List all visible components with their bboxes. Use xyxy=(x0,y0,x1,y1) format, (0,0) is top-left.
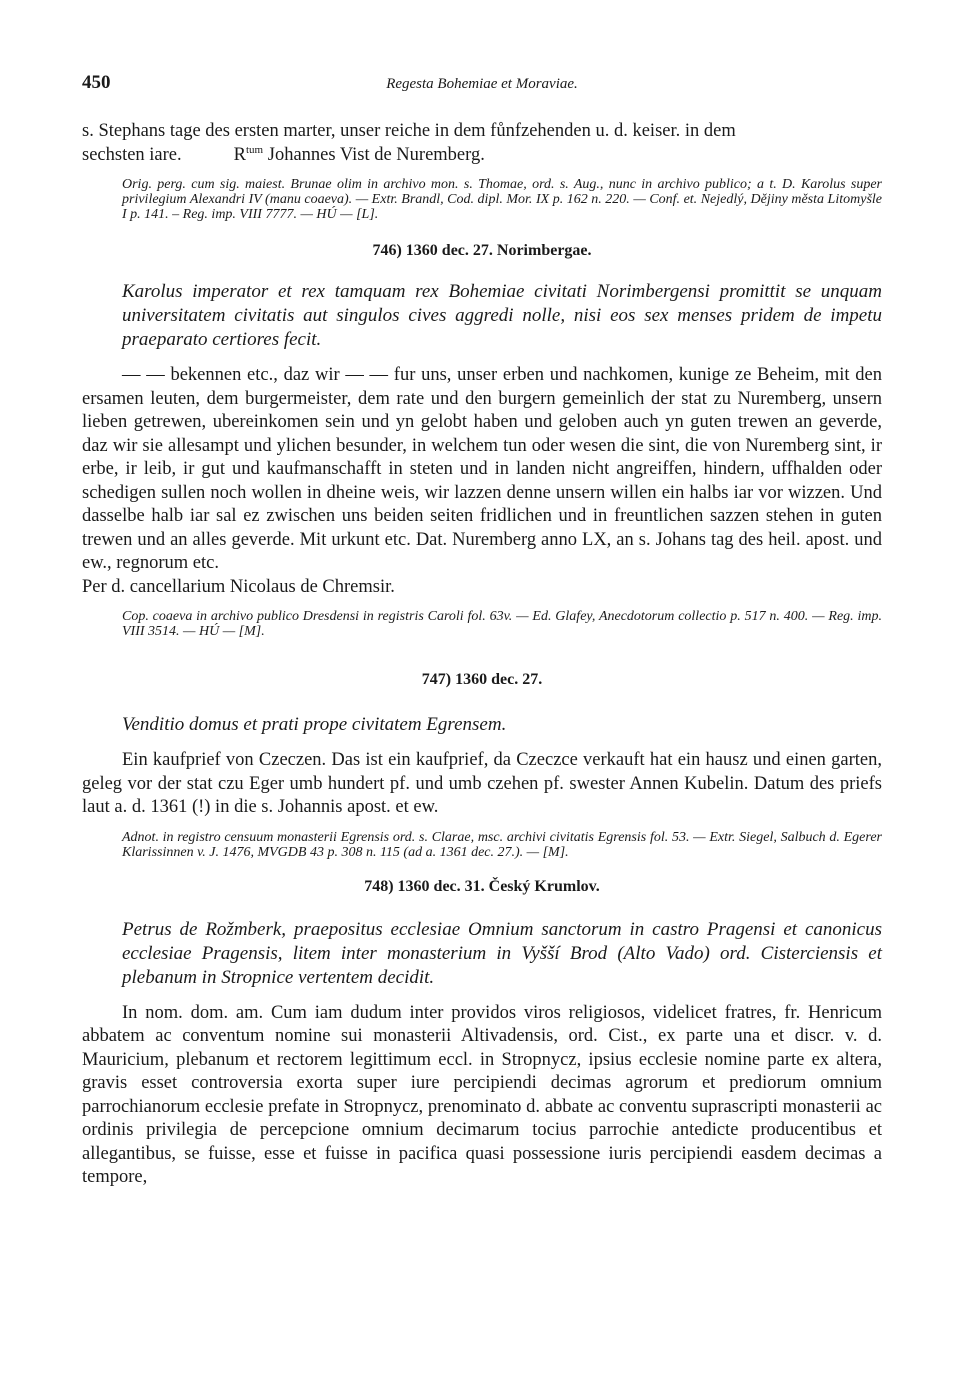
recognitor-initial: R xyxy=(233,144,246,165)
entry-746-text: — — bekennen etc., daz wir — — fur uns, unser erben und nachkomen, kunige ze Beheim, mit den ersamen leuten, dem burgermeister, dem rate und den burgern gemeinlich der stat zu Nuremberg, unsern lieben getrewen, ubereinkomen sein und yn gelobt haben und geloben auch yn guten trewen an geverde, daz wir sie allesampt und ylichen besunder, in welchem tun oder wesen die sint, die von Nuremberg sint, ir erbe, ir leib, ir gut und kaufmanschafft in steten und in landen nicht angreiffen, hindern, uffhalden oder schedigen sullen noch wollen in dheine weis, wir lazzen denne unsern willen ein halbs iar vor wizzen. Und dasselbe halb iar sal ez zwischen uns beiden seiten fridlichen und in freuntlichen sazzen stehen in guten trewen und an alles geverde. Mit urkunt etc. Dat. Nuremberg anno LX, an s. Johans tag des heil. apost. und ew., regnorum etc. xyxy=(82,365,882,573)
source-note-745: Orig. perg. cum sig. maiest. Brunae olim in archivo mon. s. Thomae, ord. s. Aug., nunc in archivo publico; a t. D. Karolus super privilegium Alexandri IV (manu coaeva). — Extr. Brandl, Cod. dipl. Mor. IX p. 162 n. 220. — Conf. et. Nejedlý, Dějiny města Litomyšle I p. 141. – Reg. imp. VIII 7777. — HÚ — [L]. xyxy=(122,177,882,222)
entry-747-summary: Venditio domus et prati prope civitatem Egrensem. xyxy=(122,714,507,735)
entry-748-heading: 748) 1360 dec. 31. Český Krumlov. xyxy=(364,877,600,895)
closing-date: sechsten iare. xyxy=(82,144,182,165)
recognitor-superscript: tum xyxy=(246,143,264,156)
document-page xyxy=(82,72,882,1190)
continued-text-line1: s. Stephans tage des ersten marter, unser reiche in dem fůnfzehenden u. d. keiser. in dem xyxy=(82,121,736,141)
entry-746-heading: 746) 1360 dec. 27. Norimbergae. xyxy=(372,242,592,259)
entry-746-summary: Karolus imperator et rex tamquam rex Bohemiae civitati Norimbergensi promittit se unquam universitatem civitatis aut singulos cives aggredi nolle, nisi eos sex menses pridem de impetu praeparato certiores fecit. xyxy=(122,281,882,350)
page-header xyxy=(82,72,882,102)
entry-747-text: Ein kaufprief von Czeczen. Das ist ein kaufprief, da Czeczce verkauft hat ein hausz und einen garten, geleg vor der stat czu Eger umb hundert pf. und umb czehen pf. swester Annen Kubelin. Datum des priefs laut a. d. 1361 (!) in die s. Johannis apost. et ew. xyxy=(82,750,882,817)
source-note-746: Cop. coaeva in archivo publico Dresdensi in registris Caroli fol. 63v. — Ed. Glafey, Anecdotorum collectio p. 517 n. 400. — Reg. imp. VIII 3514. — HÚ — [M]. xyxy=(122,609,882,639)
page-number: 450 xyxy=(82,72,111,93)
recognitor-name: Johannes Vist de Nuremberg. xyxy=(267,144,485,165)
entry-748-summary: Petrus de Rožmberk, praepositus ecclesiae Omnium sanctorum in castro Pragensi et canonicus ecclesiae Pragensis, litem inter monasterium in Vyšší Brod (Alto Vado) ord. Cisterciensis et plebanum in Stropnice vertentem decidit. xyxy=(122,918,882,988)
source-note-747: Adnot. in registro censuum monasterii Egrensis ord. s. Clarae, msc. archivi civitatis Egrensis fol. 53. — Extr. Siegel, Salbuch d. Egerer Klarissinnen v. J. 1476, MVGDB 43 p. 308 n. 115 (ad a. 1361 dec. 27.). — [M]. xyxy=(122,829,882,860)
running-title: Regesta Bohemiae et Moraviae. xyxy=(386,76,578,92)
continued-text-line2 xyxy=(82,144,882,168)
entry-747-heading: 747) 1360 dec. 27. xyxy=(421,671,543,688)
entry-748-text: In nom. dom. am. Cum iam dudum inter providos viros religiosos, videlicet fratres, fr. Henricum abbatem ac conventum nomine sui monasterii Altivadensis, ord. Cist., ex parte una et discr. v. d. Mauricium, plebanum et rectorem legittimum eccl. in Stropnycz, ipsius ecclesie nomine parte ex altera, gravis esset controversia exorta super iure percipiendi decimas agrorum et prediorum omnium parrochianorum ecclesie prefate in Stropnycz, prenominato d. abbate ac conventu suprascripti monasterii ac ordinis privilegia de percepcione omnium decimarum tocius parrochie antedicte producentibus et allegantibus, se fuisse, esse et fuisse in pacifica quasi possessione iuris percipiendi easdem decimas a tempore, xyxy=(82,1002,882,1187)
entry-746-signature: Per d. cancellarium Nicolaus de Chremsir. xyxy=(82,576,395,597)
